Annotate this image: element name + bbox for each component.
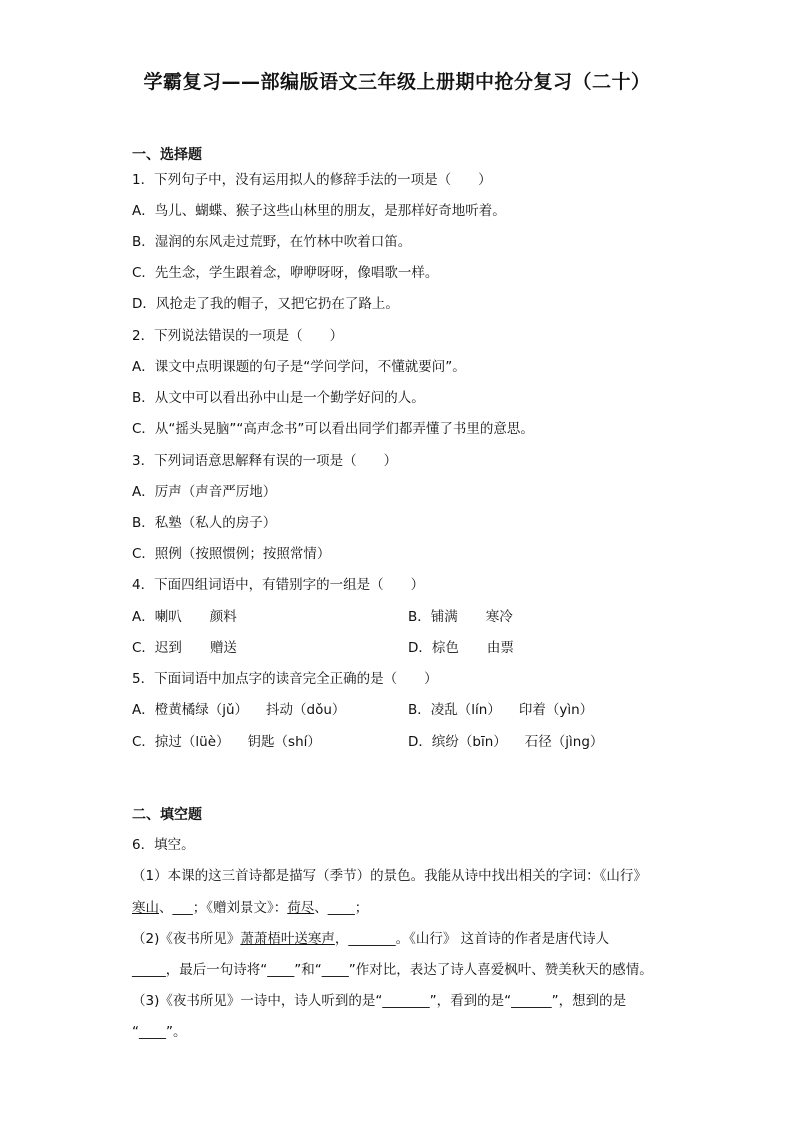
question-6-part1-line1: （1）本课的这三首诗都是描写（季节）的景色。我能从诗中找出相关的字词：《山行》 — [132, 868, 647, 884]
question-4-option-d-word1: D．棕色 — [408, 640, 459, 656]
question-5-option-a — [132, 700, 345, 720]
question-5-option-a-word2: 抖动（dǒu） — [266, 702, 346, 718]
question-4-option-b — [408, 607, 513, 627]
answer-blank-zeng-liu-jingwen: 荷尽 — [287, 900, 315, 916]
question-2-option-a: A．课文中点明课题的句子是“学问学问，不懂就要问”。 — [132, 359, 466, 375]
question-2-option-c: C．从“摇头晃脑”“高声念书”可以看出同学们都弄懂了书里的意思。 — [132, 421, 534, 437]
poem-line-underlined: 萧萧梧叶送寒声 — [240, 931, 335, 947]
question-5-option-d-word2: 石径（jìng） — [524, 734, 604, 750]
question-3-option-b: B．私塾（私人的房子） — [132, 515, 277, 531]
page-title: 学霸复习——部编版语文三年级上册期中抢分复习（二十） — [143, 71, 651, 93]
section-heading-fill-blank: 二、填空题 — [132, 807, 202, 823]
question-4-option-b-word1: B．铺满 — [408, 609, 458, 625]
question-1-option-b: B．湿润的东风走过荒野，在竹林中吹着口笛。 — [132, 234, 412, 250]
question-1-option-c: C．先生念，学生跟着念，咿咿呀呀，像唱歌一样。 — [132, 265, 439, 281]
question-6-part1-text: 、___；《赠刘景文》： — [159, 900, 288, 916]
question-1-stem: 1．下列句子中，没有运用拟人的修辞手法的一项是（ ） — [132, 172, 492, 188]
question-5-option-c-word2: 钥匙（shí） — [247, 734, 321, 750]
question-6-part3-line2: “____”。 — [132, 1024, 187, 1040]
question-5-option-d — [408, 732, 603, 752]
question-4-option-a — [132, 607, 237, 627]
question-3-stem: 3．下列词语意思解释有误的一项是（ ） — [132, 453, 398, 469]
question-1-option-d: D．风抢走了我的帽子，又把它扔在了路上。 — [132, 296, 399, 312]
question-4-option-a-word2: 颜料 — [209, 609, 237, 625]
question-5-option-d-word1: D．缤纷（bīn） — [408, 734, 507, 750]
question-1-option-a: A．鸟儿、蝴蝶、猴子这些山林里的朋友，是那样好奇地听着。 — [132, 203, 506, 219]
question-2-stem: 2．下列说法错误的一项是（ ） — [132, 328, 344, 344]
question-4-option-d-word2: 由票 — [486, 640, 514, 656]
question-5-option-c-word1: C．掠过（lüè） — [132, 734, 230, 750]
question-5-option-b-word1: B．凌乱（lín） — [408, 702, 501, 718]
question-2-option-b: B．从文中可以看出孙中山是一个勤学好问的人。 — [132, 390, 425, 406]
question-6-part1-line2 — [132, 898, 368, 918]
question-6-stem: 6．填空。 — [132, 837, 195, 853]
question-6-part1-text-end: 、____； — [314, 900, 369, 916]
question-6-part3-line1: （3)《夜书所见》一诗中，诗人听到的是“_______”，看到的是“______”，想到的是 — [132, 993, 627, 1009]
question-5-stem: 5．下面词语中加点字的读音完全正确的是（ ） — [132, 671, 438, 687]
question-4-stem: 4．下面四组词语中，有错别字的一组是（ ） — [132, 577, 425, 593]
question-4-option-c-word2: 赠送 — [209, 640, 237, 656]
question-3-option-a: A．厉声（声音严厉地） — [132, 484, 277, 500]
question-4-option-c — [132, 638, 237, 658]
section-heading-choice: 一、选择题 — [132, 147, 202, 163]
question-5-option-c — [132, 732, 321, 752]
question-5-option-a-word1: A．橙黄橘绿（jǔ） — [132, 702, 249, 718]
question-4-option-d — [408, 638, 514, 658]
question-6-part2-line2: _____，最后一句诗将“____”和“____”作对比，表达了诗人喜爱枫叶、赞美秋天的感情。 — [132, 962, 653, 978]
question-4-option-a-word1: A．喇叭 — [132, 609, 182, 625]
question-4-option-c-word1: C．迟到 — [132, 640, 182, 656]
question-3-option-c: C．照例（按照惯例；按照常情） — [132, 546, 331, 562]
answer-blank-shanxing: 寒山 — [132, 900, 159, 916]
question-6-part2-line1 — [132, 929, 609, 949]
question-4-option-b-word2: 寒冷 — [485, 609, 513, 625]
question-5-option-b — [408, 700, 593, 720]
question-5-option-b-word2: 印着（yìn） — [518, 702, 594, 718]
question-6-part2-suffix: ，_______。《山行》 这首诗的作者是唐代诗人 — [334, 931, 610, 947]
question-6-part2-prefix: （2)《夜书所见》 — [132, 931, 241, 947]
